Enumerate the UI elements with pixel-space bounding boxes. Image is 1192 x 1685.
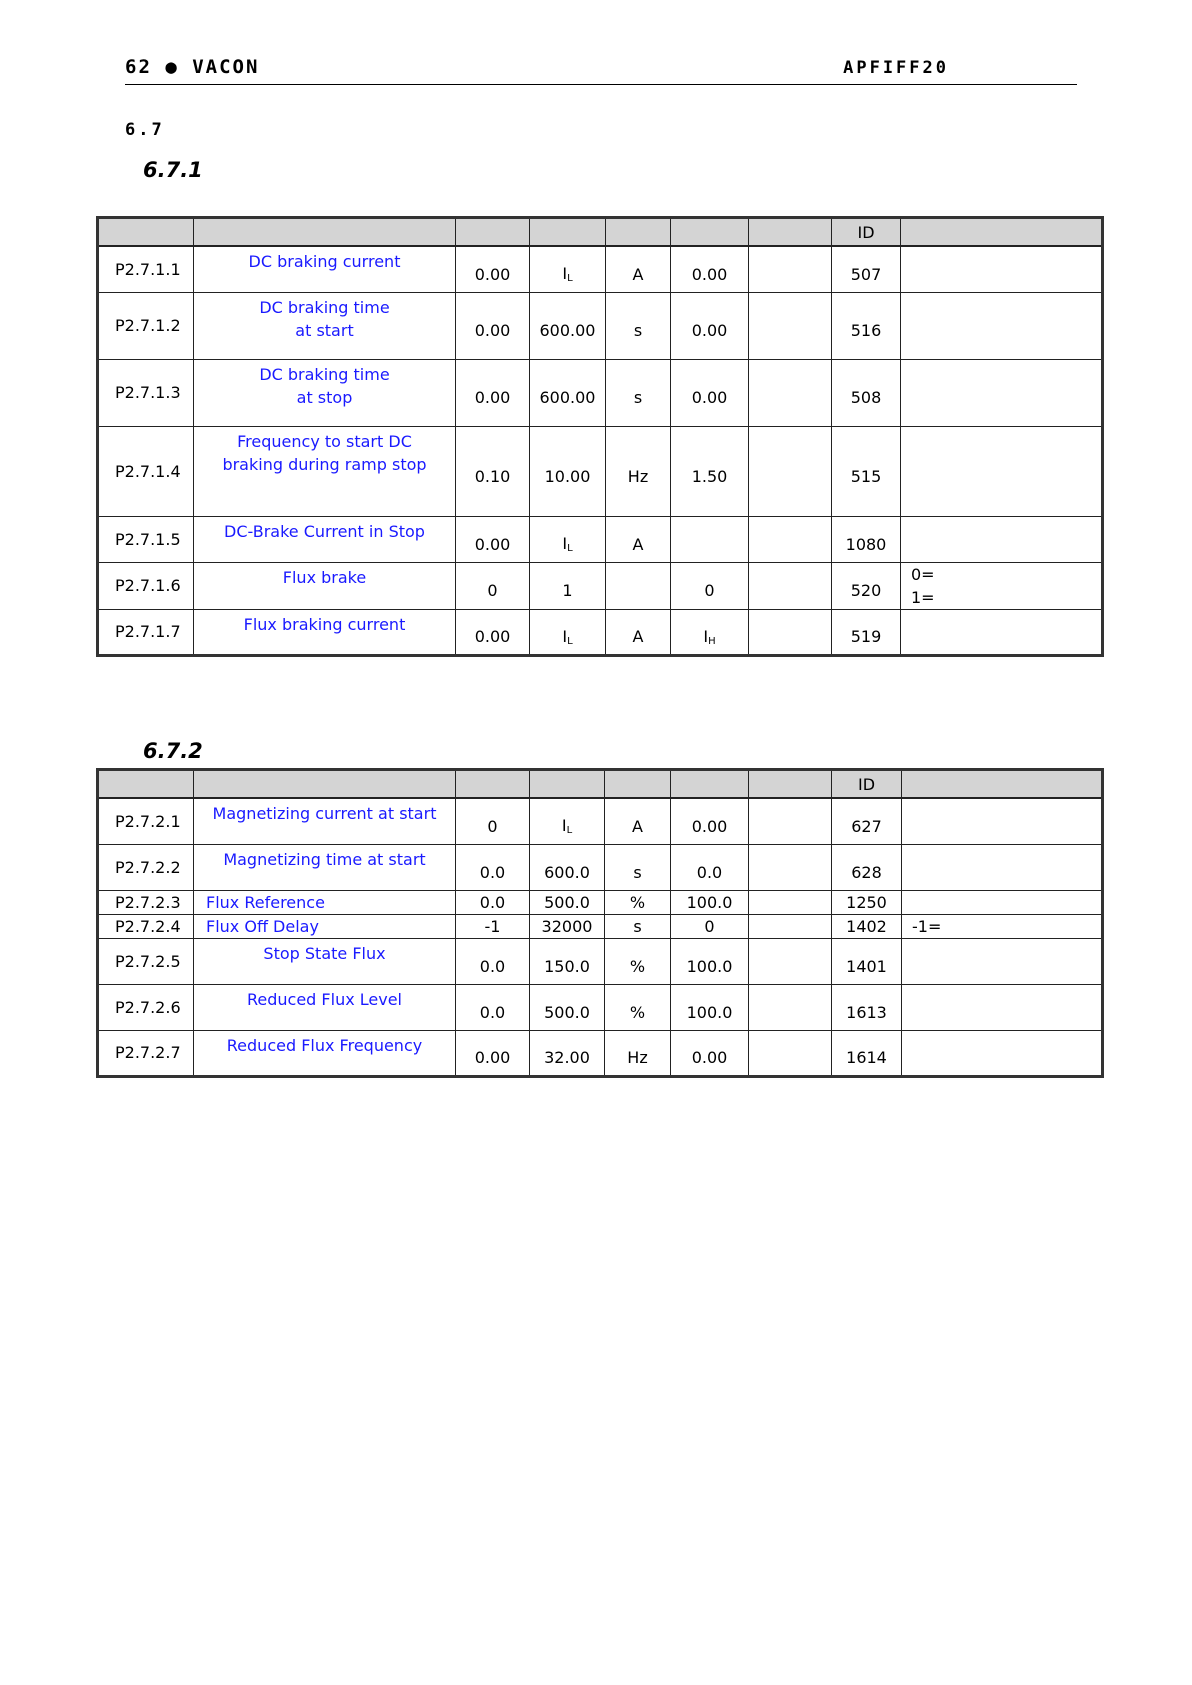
parameter-code: P2.7.1.3 bbox=[98, 359, 194, 426]
header-cell bbox=[671, 770, 749, 799]
parameter-name-line: Magnetizing current at start bbox=[212, 804, 437, 823]
table-row bbox=[98, 938, 1103, 984]
default-value-text: 100.0 bbox=[686, 1002, 733, 1022]
max-value bbox=[530, 359, 606, 426]
unit: A bbox=[605, 798, 671, 844]
parameter-code: P2.7.2.6 bbox=[98, 984, 194, 1030]
header-cell bbox=[456, 218, 530, 247]
parameter-code: P2.7.1.6 bbox=[98, 562, 194, 609]
custom-value bbox=[749, 914, 832, 938]
max-value-text: I bbox=[562, 534, 568, 553]
table-row bbox=[98, 1030, 1103, 1076]
custom-value bbox=[749, 516, 832, 562]
brand-logo: 62 ● VACON bbox=[125, 56, 260, 78]
unit: % bbox=[605, 890, 671, 914]
custom-value bbox=[749, 609, 832, 655]
default-value-text: 1.50 bbox=[691, 466, 728, 486]
parameter-table-dc-braking bbox=[96, 216, 1104, 657]
unit: s bbox=[606, 359, 671, 426]
custom-value bbox=[749, 359, 832, 426]
parameter-note bbox=[902, 1030, 1103, 1076]
header-cell bbox=[456, 770, 530, 799]
header-cell bbox=[749, 770, 832, 799]
max-value-text: 500.0 bbox=[544, 1002, 590, 1022]
default-value-text: 0.0 bbox=[696, 862, 723, 882]
min-value: 0.00 bbox=[456, 246, 530, 292]
parameter-id: 628 bbox=[832, 844, 902, 890]
min-value: 0.0 bbox=[456, 938, 530, 984]
max-value-text: 600.00 bbox=[539, 321, 596, 340]
parameter-id: 1613 bbox=[832, 984, 902, 1030]
min-value: 0.0 bbox=[456, 844, 530, 890]
parameter-code: P2.7.1.1 bbox=[98, 246, 194, 292]
max-value bbox=[530, 1030, 605, 1076]
header-cell bbox=[98, 770, 194, 799]
max-value bbox=[530, 246, 606, 292]
parameter-name-line: Magnetizing time at start bbox=[223, 849, 426, 869]
max-value-subscript: L bbox=[566, 825, 573, 837]
default-value-text: 0.00 bbox=[691, 388, 728, 407]
max-value bbox=[530, 844, 605, 890]
header-cell bbox=[194, 218, 456, 247]
unit: Hz bbox=[605, 1030, 671, 1076]
max-value-text: 1 bbox=[562, 581, 573, 600]
table-row bbox=[98, 562, 1103, 609]
default-value bbox=[671, 516, 749, 562]
header-cell bbox=[901, 218, 1103, 247]
custom-value bbox=[749, 246, 832, 292]
document-code: APFIFF20 bbox=[843, 58, 949, 78]
parameter-note bbox=[901, 292, 1103, 359]
max-value-subscript: L bbox=[567, 635, 573, 647]
parameter-id: 519 bbox=[832, 609, 901, 655]
max-value-text: 600.0 bbox=[544, 862, 590, 882]
max-value bbox=[530, 562, 606, 609]
default-value bbox=[671, 984, 749, 1030]
min-value: 0.00 bbox=[456, 516, 530, 562]
parameter-note bbox=[902, 984, 1103, 1030]
header-cell bbox=[98, 218, 194, 247]
min-value: 0.00 bbox=[456, 292, 530, 359]
max-value bbox=[530, 984, 605, 1030]
default-value bbox=[671, 246, 749, 292]
header-id: ID bbox=[832, 770, 902, 799]
parameter-name bbox=[194, 292, 456, 359]
unit: % bbox=[605, 938, 671, 984]
parameter-note bbox=[902, 798, 1103, 844]
parameter-id: 1250 bbox=[832, 890, 902, 914]
parameter-code: P2.7.2.5 bbox=[98, 938, 194, 984]
default-value bbox=[671, 890, 749, 914]
min-value: 0.0 bbox=[456, 984, 530, 1030]
parameter-id: 1614 bbox=[832, 1030, 902, 1076]
default-value bbox=[671, 844, 749, 890]
max-value bbox=[530, 292, 606, 359]
unit: A bbox=[606, 246, 671, 292]
page-header bbox=[125, 56, 1077, 85]
default-value bbox=[671, 914, 749, 938]
parameter-name bbox=[194, 562, 456, 609]
default-value bbox=[671, 426, 749, 516]
note-line: 1= bbox=[911, 587, 935, 607]
parameter-note bbox=[902, 890, 1103, 914]
parameter-name-line: Flux Off Delay bbox=[206, 916, 319, 936]
default-value-text: 100.0 bbox=[686, 892, 733, 912]
header-cell bbox=[530, 218, 606, 247]
unit: s bbox=[605, 914, 671, 938]
min-value: -1 bbox=[456, 914, 530, 938]
parameter-id: 1401 bbox=[832, 938, 902, 984]
parameter-code: P2.7.1.5 bbox=[98, 516, 194, 562]
unit: Hz bbox=[606, 426, 671, 516]
header-cell bbox=[671, 218, 749, 247]
custom-value bbox=[749, 1030, 832, 1076]
parameter-name bbox=[194, 516, 456, 562]
parameter-code: P2.7.2.7 bbox=[98, 1030, 194, 1076]
section-number: 6.7 bbox=[125, 120, 165, 140]
max-value bbox=[530, 798, 605, 844]
table-row bbox=[98, 844, 1103, 890]
table-row bbox=[98, 798, 1103, 844]
table-row bbox=[98, 246, 1103, 292]
header-cell bbox=[605, 770, 671, 799]
parameter-name bbox=[194, 426, 456, 516]
max-value-text: 600.00 bbox=[539, 388, 596, 407]
table-row bbox=[98, 516, 1103, 562]
custom-value bbox=[749, 890, 832, 914]
parameter-name bbox=[194, 844, 456, 890]
custom-value bbox=[749, 426, 832, 516]
parameter-code: P2.7.1.7 bbox=[98, 609, 194, 655]
max-value bbox=[530, 938, 605, 984]
default-value-text: 0.00 bbox=[691, 816, 728, 836]
parameter-id: 508 bbox=[832, 359, 901, 426]
parameter-name-line: Reduced Flux Level bbox=[247, 989, 402, 1009]
header-cell bbox=[606, 218, 671, 247]
parameter-name-line: at stop bbox=[296, 387, 353, 407]
custom-value bbox=[749, 562, 832, 609]
note-line: -1= bbox=[912, 916, 942, 936]
max-value bbox=[530, 914, 605, 938]
parameter-name bbox=[194, 938, 456, 984]
max-value-text: 10.00 bbox=[544, 466, 591, 486]
default-value-text: 0 bbox=[704, 581, 715, 600]
parameter-id: 1080 bbox=[832, 516, 901, 562]
default-value-text: 0.00 bbox=[691, 1048, 728, 1067]
min-value: 0.00 bbox=[456, 1030, 530, 1076]
default-value bbox=[671, 292, 749, 359]
min-value: 0 bbox=[456, 798, 530, 844]
default-value-text: 0.00 bbox=[691, 264, 728, 284]
min-value: 0 bbox=[456, 562, 530, 609]
custom-value bbox=[749, 938, 832, 984]
header-cell bbox=[902, 770, 1103, 799]
parameter-name-line: Flux braking current bbox=[243, 614, 406, 634]
parameter-name-line: DC-Brake Current in Stop bbox=[224, 521, 425, 541]
table-header-row bbox=[98, 770, 1103, 799]
default-value bbox=[671, 1030, 749, 1076]
default-value bbox=[671, 562, 749, 609]
custom-value bbox=[749, 844, 832, 890]
parameter-name bbox=[194, 246, 456, 292]
parameter-name-line: DC braking time bbox=[259, 364, 390, 384]
max-value bbox=[530, 609, 606, 655]
max-value-subscript: L bbox=[567, 543, 573, 554]
table-row bbox=[98, 292, 1103, 359]
parameter-name-line: Reduced Flux Frequency bbox=[226, 1035, 423, 1055]
min-value: 0.00 bbox=[456, 359, 530, 426]
max-value-text: 500.0 bbox=[544, 892, 590, 912]
parameter-name-line: Stop State Flux bbox=[263, 943, 386, 963]
parameter-note bbox=[901, 359, 1103, 426]
parameter-id: 1402 bbox=[832, 914, 902, 938]
parameter-name bbox=[194, 890, 456, 914]
parameter-note bbox=[902, 914, 1103, 938]
header-cell bbox=[194, 770, 456, 799]
parameter-name bbox=[194, 609, 456, 655]
default-value-subscript: H bbox=[708, 635, 716, 647]
min-value: 0.10 bbox=[456, 426, 530, 516]
parameter-name-line: DC braking current bbox=[248, 252, 401, 271]
unit: % bbox=[605, 984, 671, 1030]
parameter-id: 627 bbox=[832, 798, 902, 844]
default-value-text: I bbox=[703, 626, 709, 646]
default-value bbox=[671, 359, 749, 426]
table-row bbox=[98, 984, 1103, 1030]
max-value-text: I bbox=[562, 264, 568, 284]
parameter-name-line: Flux Reference bbox=[206, 892, 325, 912]
max-value bbox=[530, 890, 605, 914]
parameter-note bbox=[901, 426, 1103, 516]
table-row bbox=[98, 914, 1103, 938]
subsection-number: 6.7.1 bbox=[143, 158, 203, 182]
parameter-id: 507 bbox=[832, 246, 901, 292]
parameter-name-line: DC braking time bbox=[259, 297, 390, 317]
max-value-text: 32000 bbox=[541, 916, 593, 936]
unit bbox=[606, 562, 671, 609]
default-value-text: 0 bbox=[704, 916, 715, 936]
parameter-code: P2.7.1.2 bbox=[98, 292, 194, 359]
table-row bbox=[98, 890, 1103, 914]
parameter-name bbox=[194, 798, 456, 844]
unit: s bbox=[606, 292, 671, 359]
unit: A bbox=[606, 516, 671, 562]
table-row bbox=[98, 426, 1103, 516]
default-value-text: 100.0 bbox=[686, 956, 733, 976]
table-row bbox=[98, 359, 1103, 426]
parameter-note bbox=[902, 844, 1103, 890]
parameter-code: P2.7.2.4 bbox=[98, 914, 194, 938]
parameter-code: P2.7.1.4 bbox=[98, 426, 194, 516]
header-id: ID bbox=[832, 218, 901, 247]
unit: s bbox=[605, 844, 671, 890]
parameter-name-line: braking during ramp stop bbox=[222, 454, 427, 474]
header-cell bbox=[749, 218, 832, 247]
default-value bbox=[671, 938, 749, 984]
max-value-text: 150.0 bbox=[544, 956, 590, 976]
max-value bbox=[530, 426, 606, 516]
parameter-id: 516 bbox=[832, 292, 901, 359]
min-value: 0.0 bbox=[456, 890, 530, 914]
parameter-table-flux bbox=[96, 768, 1104, 1078]
parameter-name bbox=[194, 914, 456, 938]
parameter-id: 515 bbox=[832, 426, 901, 516]
parameter-name-line: at start bbox=[295, 320, 354, 340]
parameter-note bbox=[901, 609, 1103, 655]
default-value bbox=[671, 609, 749, 655]
min-value: 0.00 bbox=[456, 609, 530, 655]
parameter-note bbox=[901, 562, 1103, 609]
unit: A bbox=[606, 609, 671, 655]
parameter-code: P2.7.2.2 bbox=[98, 844, 194, 890]
table-header-row bbox=[98, 218, 1103, 247]
parameter-code: P2.7.2.3 bbox=[98, 890, 194, 914]
custom-value bbox=[749, 292, 832, 359]
table-row bbox=[98, 609, 1103, 655]
max-value-text: 32.00 bbox=[544, 1048, 590, 1067]
parameter-note bbox=[901, 246, 1103, 292]
parameter-name bbox=[194, 1030, 456, 1076]
header-cell bbox=[530, 770, 605, 799]
parameter-code: P2.7.2.1 bbox=[98, 798, 194, 844]
parameter-id: 520 bbox=[832, 562, 901, 609]
parameter-note bbox=[901, 516, 1103, 562]
parameter-name-line: Frequency to start DC bbox=[237, 431, 412, 451]
parameter-name bbox=[194, 359, 456, 426]
custom-value bbox=[749, 984, 832, 1030]
default-value bbox=[671, 798, 749, 844]
max-value bbox=[530, 516, 606, 562]
parameter-note bbox=[902, 938, 1103, 984]
parameter-name-line: Flux brake bbox=[282, 567, 367, 587]
subsection-number: 6.7.2 bbox=[143, 739, 203, 763]
parameter-name bbox=[194, 984, 456, 1030]
max-value-text: I bbox=[562, 626, 568, 646]
default-value-text: 0.00 bbox=[691, 321, 728, 340]
max-value-subscript: L bbox=[567, 273, 573, 285]
custom-value bbox=[749, 798, 832, 844]
note-line: 0= bbox=[911, 564, 935, 584]
max-value-text: I bbox=[561, 816, 567, 836]
